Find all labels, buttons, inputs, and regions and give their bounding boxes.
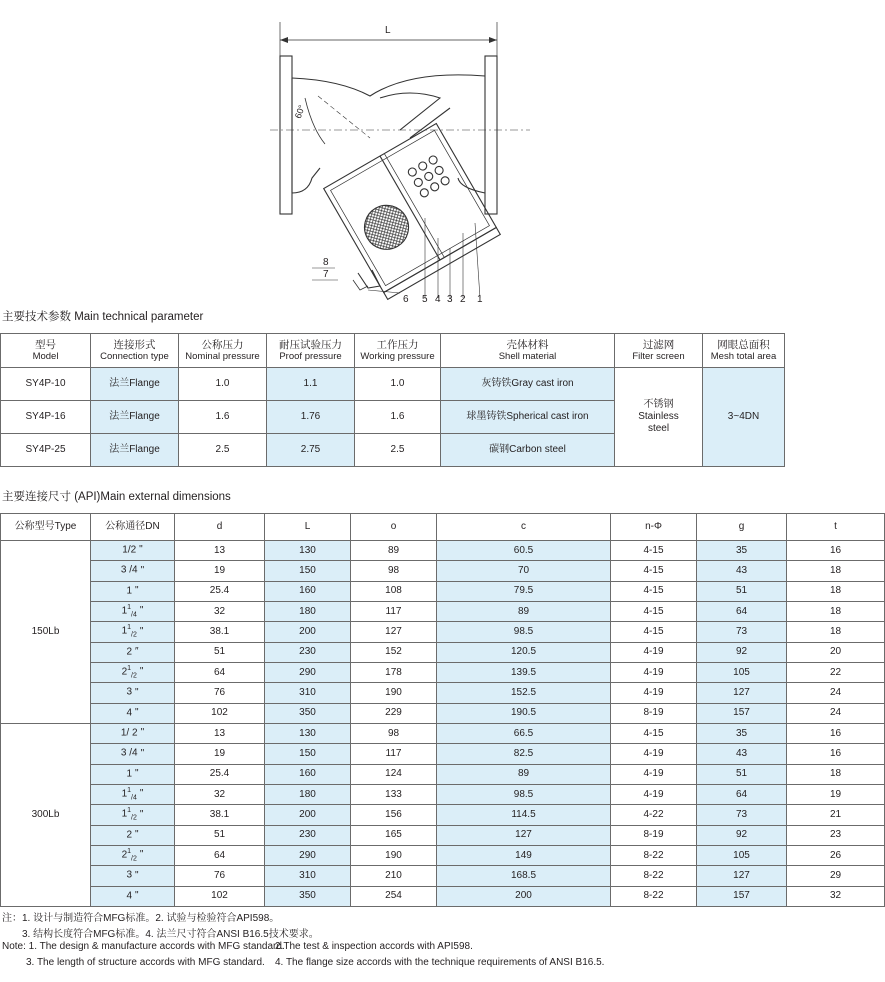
- t-cell: 32: [787, 886, 885, 906]
- table-header-row: [1, 514, 885, 541]
- dn-mark: ": [140, 747, 145, 759]
- dn-mark: ": [140, 564, 145, 576]
- o-cell: 98: [351, 723, 437, 743]
- dn-mark: ": [135, 706, 139, 718]
- dn-main: 2: [121, 666, 128, 678]
- dn-main: 2: [121, 849, 128, 861]
- n-phi-cell: 4-19: [611, 683, 697, 703]
- header-cell: 连接形式 Connection type: [91, 334, 179, 368]
- dn-mark: ": [139, 625, 144, 637]
- dn-cell: [91, 541, 175, 561]
- header-cell: 网眼总面积 Mesh total area: [703, 334, 785, 368]
- t-cell: 16: [787, 541, 885, 561]
- l-cell: 130: [265, 723, 351, 743]
- c-cell: 152.5: [437, 683, 611, 703]
- o-cell: 108: [351, 581, 437, 601]
- n-phi-cell: 4-15: [611, 581, 697, 601]
- dn-main: 4: [126, 889, 132, 901]
- header-cell: 壳体材料 Shell material: [441, 334, 615, 368]
- model-cell: SY4P-10: [1, 368, 91, 401]
- o-cell: 156: [351, 805, 437, 825]
- c-cell: 89: [437, 764, 611, 784]
- dn-sub: /2: [131, 855, 137, 863]
- l-cell: 180: [265, 601, 351, 621]
- proof-cell: 1.1: [267, 368, 355, 401]
- note-en-line1b: 2.The test & inspection accords with API598.: [275, 941, 473, 952]
- t-cell: 22: [787, 662, 885, 682]
- t-cell: 18: [787, 622, 885, 642]
- header-cell: 过滤网 Filter screen: [615, 334, 703, 368]
- d-cell: 64: [175, 662, 265, 682]
- d-cell: 13: [175, 723, 265, 743]
- c-cell: 127: [437, 825, 611, 845]
- g-cell: 157: [697, 886, 787, 906]
- filter-screen-cell: 不锈钢 Stainless steel: [615, 368, 703, 467]
- header-cell: 公称通径DN: [91, 514, 175, 541]
- dimensions-table: [0, 513, 885, 907]
- dn-main: 1: [121, 605, 128, 617]
- dn-main: 4: [126, 706, 132, 718]
- dn-mark: ": [135, 869, 139, 881]
- t-cell: 21: [787, 805, 885, 825]
- mesh-area-cell: 3~4DN: [703, 368, 785, 467]
- o-cell: 190: [351, 683, 437, 703]
- dn-cell: [91, 642, 175, 662]
- c-cell: 114.5: [437, 805, 611, 825]
- n-phi-cell: 4-19: [611, 744, 697, 764]
- dn-mark: ": [140, 727, 145, 739]
- g-cell: 105: [697, 662, 787, 682]
- dn-main: 1: [126, 584, 132, 596]
- dn-main: 1/2: [122, 544, 137, 556]
- table-row: [1, 541, 885, 561]
- n-phi-cell: 8-22: [611, 845, 697, 865]
- t-cell: 18: [787, 581, 885, 601]
- dn-cell: [91, 683, 175, 703]
- dn-cell: [91, 866, 175, 886]
- o-cell: 98: [351, 561, 437, 581]
- table-row: [1, 825, 885, 845]
- dn-mark: ": [139, 605, 144, 617]
- t-cell: 16: [787, 744, 885, 764]
- table-row: [1, 723, 885, 743]
- g-cell: 35: [697, 723, 787, 743]
- dn-main: 3: [126, 686, 132, 698]
- l-cell: 160: [265, 581, 351, 601]
- o-cell: 152: [351, 642, 437, 662]
- l-cell: 290: [265, 662, 351, 682]
- table-row: [1, 703, 885, 723]
- d-cell: 102: [175, 703, 265, 723]
- d-cell: 76: [175, 683, 265, 703]
- o-cell: 133: [351, 784, 437, 804]
- dn-cell: [91, 581, 175, 601]
- c-cell: 70: [437, 561, 611, 581]
- n-phi-cell: 8-19: [611, 825, 697, 845]
- dn-mark: ": [135, 584, 139, 596]
- dn-main: 3 /4: [120, 747, 138, 759]
- d-cell: 32: [175, 601, 265, 621]
- d-cell: 102: [175, 886, 265, 906]
- table-row: [1, 601, 885, 621]
- part-number: 7: [323, 269, 329, 280]
- table-row: [1, 886, 885, 906]
- o-cell: 210: [351, 866, 437, 886]
- header-cell: 耐压试验压力 Proof pressure: [267, 334, 355, 368]
- note-en-line1a: Note: 1. The design & manufacture accords with MFG standard.: [2, 941, 285, 952]
- l-cell: 130: [265, 541, 351, 561]
- g-cell: 64: [697, 601, 787, 621]
- table-row: [1, 845, 885, 865]
- d-cell: 38.1: [175, 805, 265, 825]
- dn-cell: [91, 601, 175, 621]
- t-cell: 20: [787, 642, 885, 662]
- c-cell: 79.5: [437, 581, 611, 601]
- dn-mark: ": [139, 808, 144, 820]
- g-cell: 92: [697, 642, 787, 662]
- dn-main: 2: [126, 828, 132, 840]
- header-cell: t: [787, 514, 885, 541]
- dn-main: 1: [121, 788, 128, 800]
- c-cell: 98.5: [437, 622, 611, 642]
- n-phi-cell: 4-22: [611, 805, 697, 825]
- dn-main: 2: [126, 645, 132, 657]
- n-phi-cell: 4-15: [611, 723, 697, 743]
- o-cell: 254: [351, 886, 437, 906]
- dn-cell: [91, 662, 175, 682]
- g-cell: 64: [697, 784, 787, 804]
- connection-cell: 法兰Flange: [91, 368, 179, 401]
- dn-mark: ": [139, 544, 143, 556]
- n-phi-cell: 4-19: [611, 662, 697, 682]
- dn-sup: 1: [127, 603, 132, 611]
- c-cell: 149: [437, 845, 611, 865]
- dn-sup: 1: [127, 807, 132, 815]
- dn-main: 1/ 2: [120, 727, 138, 739]
- d-cell: 38.1: [175, 622, 265, 642]
- t-cell: 18: [787, 764, 885, 784]
- table-row: [1, 744, 885, 764]
- g-cell: 43: [697, 744, 787, 764]
- l-cell: 200: [265, 805, 351, 825]
- dn-cell: [91, 886, 175, 906]
- d-cell: 51: [175, 642, 265, 662]
- note-zh-line2: 3. 结构长度符合MFG标准。4. 法兰尺寸符合ANSI B16.5技术要求。: [22, 929, 319, 940]
- note-en-line2a: 3. The length of structure accords with MFG standard.: [26, 957, 265, 968]
- dn-cell: [91, 805, 175, 825]
- g-cell: 73: [697, 805, 787, 825]
- angle-label: 60°: [292, 103, 307, 120]
- part-number: 6: [403, 294, 409, 305]
- c-cell: 139.5: [437, 662, 611, 682]
- t-cell: 29: [787, 866, 885, 886]
- l-cell: 230: [265, 642, 351, 662]
- l-cell: 310: [265, 866, 351, 886]
- dn-sup: 1: [127, 624, 132, 632]
- l-cell: 350: [265, 886, 351, 906]
- c-cell: 120.5: [437, 642, 611, 662]
- table-row: [1, 683, 885, 703]
- nominal-cell: 2.5: [179, 434, 267, 467]
- connection-cell: 法兰Flange: [91, 401, 179, 434]
- dn-mark: ″: [135, 645, 139, 657]
- n-phi-cell: 4-19: [611, 784, 697, 804]
- l-cell: 310: [265, 683, 351, 703]
- c-cell: 82.5: [437, 744, 611, 764]
- l-cell: 150: [265, 561, 351, 581]
- dn-main: 3: [126, 869, 132, 881]
- header-cell: c: [437, 514, 611, 541]
- table-row: [1, 866, 885, 886]
- d-cell: 51: [175, 825, 265, 845]
- header-cell: 公称型号Type: [1, 514, 91, 541]
- o-cell: 127: [351, 622, 437, 642]
- dn-mark: ": [139, 849, 144, 861]
- part-number: 4: [435, 294, 441, 305]
- d-cell: 19: [175, 744, 265, 764]
- dn-cell: [91, 784, 175, 804]
- header-cell: g: [697, 514, 787, 541]
- working-cell: 2.5: [355, 434, 441, 467]
- dn-mark: ": [139, 666, 144, 678]
- c-cell: 60.5: [437, 541, 611, 561]
- l-cell: 350: [265, 703, 351, 723]
- technical-parameter-table: [0, 333, 785, 467]
- dn-mark: ": [135, 767, 139, 779]
- c-cell: 66.5: [437, 723, 611, 743]
- d-cell: 25.4: [175, 764, 265, 784]
- o-cell: 165: [351, 825, 437, 845]
- dn-cell: [91, 723, 175, 743]
- n-phi-cell: 4-19: [611, 764, 697, 784]
- dimension-L-label: L: [385, 25, 391, 36]
- table-header-row: [1, 334, 785, 368]
- section-title-dimensions: 主要连接尺寸 (API)Main external dimensions: [2, 491, 231, 503]
- l-cell: 180: [265, 784, 351, 804]
- t-cell: 24: [787, 683, 885, 703]
- n-phi-cell: 8-22: [611, 886, 697, 906]
- material-cell: 灰铸铁Gray cast iron: [441, 368, 615, 401]
- dn-sub: /2: [131, 672, 137, 680]
- o-cell: 124: [351, 764, 437, 784]
- dn-mark: ": [139, 788, 144, 800]
- table-row: [1, 764, 885, 784]
- n-phi-cell: 8-22: [611, 866, 697, 886]
- table-row: [1, 581, 885, 601]
- g-cell: 127: [697, 683, 787, 703]
- o-cell: 89: [351, 541, 437, 561]
- d-cell: 64: [175, 845, 265, 865]
- part-number: 3: [447, 294, 453, 305]
- proof-cell: 1.76: [267, 401, 355, 434]
- header-cell: d: [175, 514, 265, 541]
- y-strainer-drawing: [250, 18, 550, 308]
- g-cell: 127: [697, 866, 787, 886]
- dn-main: 3 /4: [120, 564, 138, 576]
- d-cell: 13: [175, 541, 265, 561]
- note-zh-line1: 注：1. 设计与制造符合MFG标准。2. 试验与检验符合API598。: [2, 913, 280, 924]
- dn-mark: ": [135, 686, 139, 698]
- working-cell: 1.6: [355, 401, 441, 434]
- header-cell: L: [265, 514, 351, 541]
- l-cell: 150: [265, 744, 351, 764]
- nominal-cell: 1.6: [179, 401, 267, 434]
- dn-cell: [91, 744, 175, 764]
- dn-mark: ": [135, 889, 139, 901]
- model-cell: SY4P-16: [1, 401, 91, 434]
- table-row: [1, 642, 885, 662]
- material-cell: 球墨铸铁Spherical cast iron: [441, 401, 615, 434]
- d-cell: 19: [175, 561, 265, 581]
- n-phi-cell: 4-15: [611, 561, 697, 581]
- c-cell: 168.5: [437, 866, 611, 886]
- dn-sup: 1: [127, 664, 132, 672]
- t-cell: 18: [787, 601, 885, 621]
- g-cell: 157: [697, 703, 787, 723]
- o-cell: 117: [351, 601, 437, 621]
- d-cell: 25.4: [175, 581, 265, 601]
- c-cell: 98.5: [437, 784, 611, 804]
- part-number: 8: [323, 257, 329, 268]
- dn-main: 1: [121, 808, 128, 820]
- t-cell: 24: [787, 703, 885, 723]
- dn-cell: [91, 764, 175, 784]
- n-phi-cell: 4-15: [611, 601, 697, 621]
- dn-cell: [91, 703, 175, 723]
- l-cell: 200: [265, 622, 351, 642]
- n-phi-cell: 4-15: [611, 622, 697, 642]
- part-number: 1: [477, 294, 483, 305]
- part-number: 2: [460, 294, 466, 305]
- n-phi-cell: 4-19: [611, 642, 697, 662]
- c-cell: 89: [437, 601, 611, 621]
- part-number: 5: [422, 294, 428, 305]
- dn-cell: [91, 845, 175, 865]
- t-cell: 23: [787, 825, 885, 845]
- dn-sub: /4: [131, 794, 137, 802]
- dn-sup: 1: [127, 847, 132, 855]
- o-cell: 178: [351, 662, 437, 682]
- table-row: [1, 662, 885, 682]
- l-cell: 160: [265, 764, 351, 784]
- t-cell: 16: [787, 723, 885, 743]
- dn-main: 1: [126, 767, 132, 779]
- table-row: [1, 805, 885, 825]
- table-row: [1, 622, 885, 642]
- type-cell: 150Lb: [1, 541, 91, 724]
- dn-cell: [91, 825, 175, 845]
- nominal-cell: 1.0: [179, 368, 267, 401]
- l-cell: 230: [265, 825, 351, 845]
- table-row: [1, 368, 785, 401]
- d-cell: 32: [175, 784, 265, 804]
- header-cell: 公称压力 Nominal pressure: [179, 334, 267, 368]
- g-cell: 51: [697, 581, 787, 601]
- g-cell: 73: [697, 622, 787, 642]
- model-cell: SY4P-25: [1, 434, 91, 467]
- dn-mark: ": [135, 828, 139, 840]
- header-cell: n-Φ: [611, 514, 697, 541]
- working-cell: 1.0: [355, 368, 441, 401]
- l-cell: 290: [265, 845, 351, 865]
- proof-cell: 2.75: [267, 434, 355, 467]
- dn-sub: /2: [131, 814, 137, 822]
- c-cell: 190.5: [437, 703, 611, 723]
- d-cell: 76: [175, 866, 265, 886]
- g-cell: 43: [697, 561, 787, 581]
- connection-cell: 法兰Flange: [91, 434, 179, 467]
- type-cell: 300Lb: [1, 723, 91, 906]
- g-cell: 92: [697, 825, 787, 845]
- n-phi-cell: 4-15: [611, 541, 697, 561]
- t-cell: 26: [787, 845, 885, 865]
- header-cell: 型号 Model: [1, 334, 91, 368]
- t-cell: 19: [787, 784, 885, 804]
- header-cell: 工作压力 Working pressure: [355, 334, 441, 368]
- g-cell: 35: [697, 541, 787, 561]
- dn-cell: [91, 561, 175, 581]
- o-cell: 229: [351, 703, 437, 723]
- table-row: [1, 561, 885, 581]
- header-cell: o: [351, 514, 437, 541]
- section-title-technical: 主要技术参数 Main technical parameter: [2, 311, 204, 323]
- dn-main: 1: [121, 625, 128, 637]
- g-cell: 51: [697, 764, 787, 784]
- dn-cell: [91, 622, 175, 642]
- note-en-line2b: 4. The flange size accords with the technique requirements of ANSI B16.5.: [275, 957, 605, 968]
- c-cell: 200: [437, 886, 611, 906]
- table-row: [1, 784, 885, 804]
- dn-sup: 1: [127, 786, 132, 794]
- g-cell: 105: [697, 845, 787, 865]
- dn-sub: /4: [131, 611, 137, 619]
- o-cell: 190: [351, 845, 437, 865]
- o-cell: 117: [351, 744, 437, 764]
- n-phi-cell: 8-19: [611, 703, 697, 723]
- material-cell: 碳钢Carbon steel: [441, 434, 615, 467]
- dn-sub: /2: [131, 631, 137, 639]
- t-cell: 18: [787, 561, 885, 581]
